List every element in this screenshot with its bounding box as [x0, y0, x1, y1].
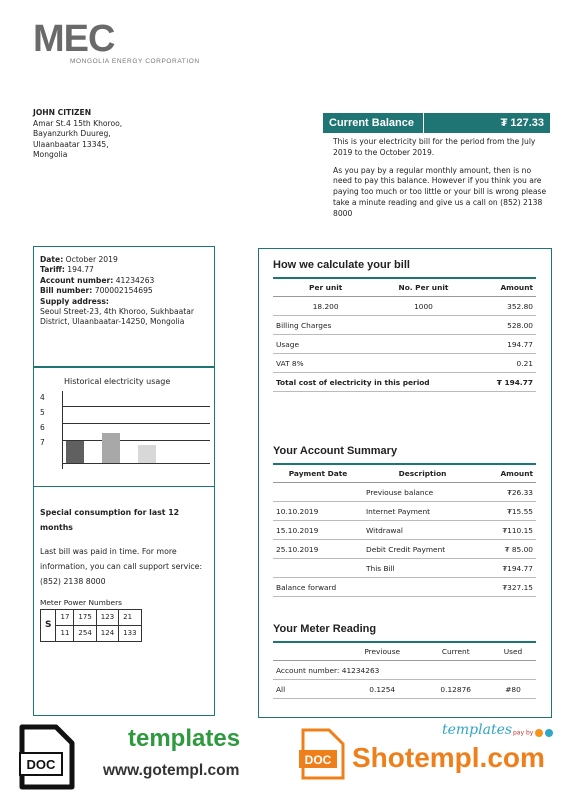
table-cell: 194.77 [481, 335, 536, 354]
table-cell: Usage [273, 335, 481, 354]
y-tick: 4 [40, 393, 45, 402]
calc-table [273, 277, 536, 392]
meter-title: Your Meter Reading [273, 623, 377, 635]
grid-line [62, 423, 210, 424]
bitcoin-icon [535, 729, 543, 737]
table-cell: 0.21 [481, 354, 536, 373]
table-cell [273, 297, 285, 316]
summary-table [273, 463, 536, 597]
y-tick: 5 [40, 408, 45, 417]
table-cell: 10.10.2019 [273, 502, 363, 521]
table-cell: ₮26.33 [482, 483, 536, 502]
table-row [273, 483, 536, 502]
meter-table [273, 641, 536, 699]
column-header: Used [490, 642, 536, 661]
address-line: Mongolia [33, 150, 68, 159]
table-cell: #80 [490, 680, 536, 699]
table-row [273, 502, 536, 521]
table-row [273, 354, 536, 373]
table-cell: 254 [74, 626, 96, 642]
total-amount: ₮ 194.77 [481, 373, 536, 392]
usage-bar [138, 445, 156, 463]
company-logo: MEC [33, 18, 115, 60]
calc-section [273, 259, 536, 392]
table-cell: 21 [119, 610, 141, 626]
table-cell: All [273, 680, 343, 699]
customer-name: JOHN CITIZEN [33, 108, 92, 117]
table-cell: 175 [74, 610, 96, 626]
summary-title: Your Account Summary [273, 445, 398, 457]
table-cell: 528.00 [481, 316, 536, 335]
table-row [273, 297, 536, 316]
y-tick: 6 [40, 423, 45, 432]
table-cell: Witdrawal [363, 521, 482, 540]
balance-divider [423, 113, 424, 133]
total-label: Total cost of electricity in this period [273, 373, 481, 392]
doc-label: DOC [26, 757, 56, 772]
meter-section [273, 623, 536, 699]
supply-address: Seoul Street-23, 4th Khoroo, Sukhbaatar District, Ulaanbaatar-14250, Mongolia [40, 307, 195, 327]
chart-title: Historical electricity usage [64, 377, 171, 386]
bill-date: October 2019 [65, 255, 118, 264]
table-cell: 25.10.2019 [273, 540, 363, 559]
y-axis [62, 391, 63, 469]
paypal-icon [545, 729, 553, 737]
table-cell: 0.12876 [421, 680, 490, 699]
address-line: Bayanzurkh Duureg, [33, 129, 111, 138]
special-text: Last bill was paid in time. For more information, you can call support service: (852) 2138 8000 [40, 547, 203, 586]
address-line: Ulaanbaatar 13345, [33, 139, 109, 149]
table-cell: 133 [119, 626, 141, 642]
table-cell: ₮15.55 [482, 502, 536, 521]
shot-doc-icon [299, 728, 345, 780]
balance-amount: ₮ 127.33 [500, 117, 544, 129]
summary-section [273, 445, 536, 597]
balance-forward-label: Balance forward [273, 578, 482, 597]
table-row [273, 316, 536, 335]
templates-script: templates [442, 722, 513, 738]
balance-note-text: As you pay by a regular monthly amount, then is no need to pay this balance. However if you think you are paying too much or too little or your bill is wrong please take a minute reading and give us a call on (852) 2138 8000 [333, 165, 547, 218]
total-row [273, 373, 536, 392]
table-cell: 18.200 [285, 297, 366, 316]
account-number: 41234263 [115, 275, 155, 285]
table-cell: ₮194.77 [482, 559, 536, 578]
table-row [273, 661, 536, 680]
balance-label: Current Balance [329, 117, 414, 129]
column-header: Per unit [285, 278, 366, 297]
usage-bar [102, 433, 120, 463]
balance-period-text: This is your electricity bill for the period from the July 2019 to the October 2019. [333, 137, 536, 157]
table-cell: 15.10.2019 [273, 521, 363, 540]
bill-details-panel [258, 248, 552, 718]
table-row [273, 680, 536, 699]
balance-forward-row [273, 578, 536, 597]
usage-bar [66, 441, 84, 463]
table-row [41, 610, 142, 626]
table-header-row [273, 464, 536, 483]
templates-brand: templates [128, 725, 241, 752]
balance-forward-amount: ₮327.15 [482, 578, 536, 597]
table-cell: Debit Credit Payment [363, 540, 482, 559]
table-cell: 1000 [366, 297, 481, 316]
pay-by-label [513, 729, 553, 737]
table-cell [273, 483, 363, 502]
table-cell: 124 [96, 626, 118, 642]
table-cell: 11 [56, 626, 74, 642]
grid-line [62, 406, 210, 407]
y-tick: 7 [40, 438, 45, 447]
grid-line [62, 440, 210, 441]
table-row [273, 559, 536, 578]
column-header: Description [363, 464, 482, 483]
doc-file-icon [18, 723, 76, 791]
table-cell: 0.1254 [343, 680, 421, 699]
column-header: Amount [482, 464, 536, 483]
column-header: No. Per unit [366, 278, 481, 297]
customer-address [33, 108, 122, 161]
table-row [273, 540, 536, 559]
table-row [41, 626, 142, 642]
company-name: MONGOLIA ENERGY CORPORATION [70, 58, 200, 65]
supply-address-label: Supply address: [40, 296, 109, 306]
table-row [273, 335, 536, 354]
column-header [273, 278, 285, 297]
date-label: Date: [40, 255, 64, 264]
table-cell: 17 [56, 610, 74, 626]
tariff-label: Tariff: [40, 265, 65, 275]
meter-numbers-title: Meter Power Numbers [40, 598, 122, 607]
meter-numbers-table [40, 609, 142, 642]
column-header: Previouse [343, 642, 421, 661]
bill-number-label: Bill number: [40, 286, 93, 296]
table-cell: VAT 8% [273, 354, 481, 373]
calc-title: How we calculate your bill [273, 259, 410, 271]
gotempl-url[interactable]: www.gotempl.com [103, 762, 240, 779]
tariff-value: 194.77 [67, 265, 94, 275]
shotempl-brand[interactable]: Shotempl.com [352, 742, 545, 773]
column-header: Amount [481, 278, 536, 297]
meter-label: S [41, 610, 56, 642]
account-row: Account number: 41234263 [273, 661, 536, 680]
x-axis [62, 463, 210, 464]
address-line: Amar St.4 15th Khoroo, [33, 118, 123, 128]
table-cell: ₮110.15 [482, 521, 536, 540]
special-title: Special consumption for last 12 months [40, 508, 180, 532]
bill-number: 700002154695 [94, 286, 153, 296]
balance-description [333, 137, 551, 227]
table-cell: Previouse balance [363, 483, 482, 502]
current-balance-header [323, 113, 550, 133]
table-header-row [273, 642, 536, 661]
bill-info-box [33, 246, 215, 368]
table-cell: This Bill [363, 559, 482, 578]
table-cell: ₮ 85.00 [482, 540, 536, 559]
shot-doc-label: DOC [304, 753, 332, 767]
table-cell [273, 559, 363, 578]
table-cell: 352.80 [481, 297, 536, 316]
special-consumption-box [33, 486, 215, 716]
table-header-row [273, 278, 536, 297]
column-header: Payment Date [273, 464, 363, 483]
table-cell: Billing Charges [273, 316, 481, 335]
column-header [273, 642, 343, 661]
table-cell: 123 [96, 610, 118, 626]
usage-history-chart [33, 366, 215, 487]
account-label: Account number: [40, 275, 114, 285]
column-header: Current [421, 642, 490, 661]
table-row [273, 521, 536, 540]
table-cell: Internet Payment [363, 502, 482, 521]
pay-by-text: pay by [513, 729, 534, 737]
